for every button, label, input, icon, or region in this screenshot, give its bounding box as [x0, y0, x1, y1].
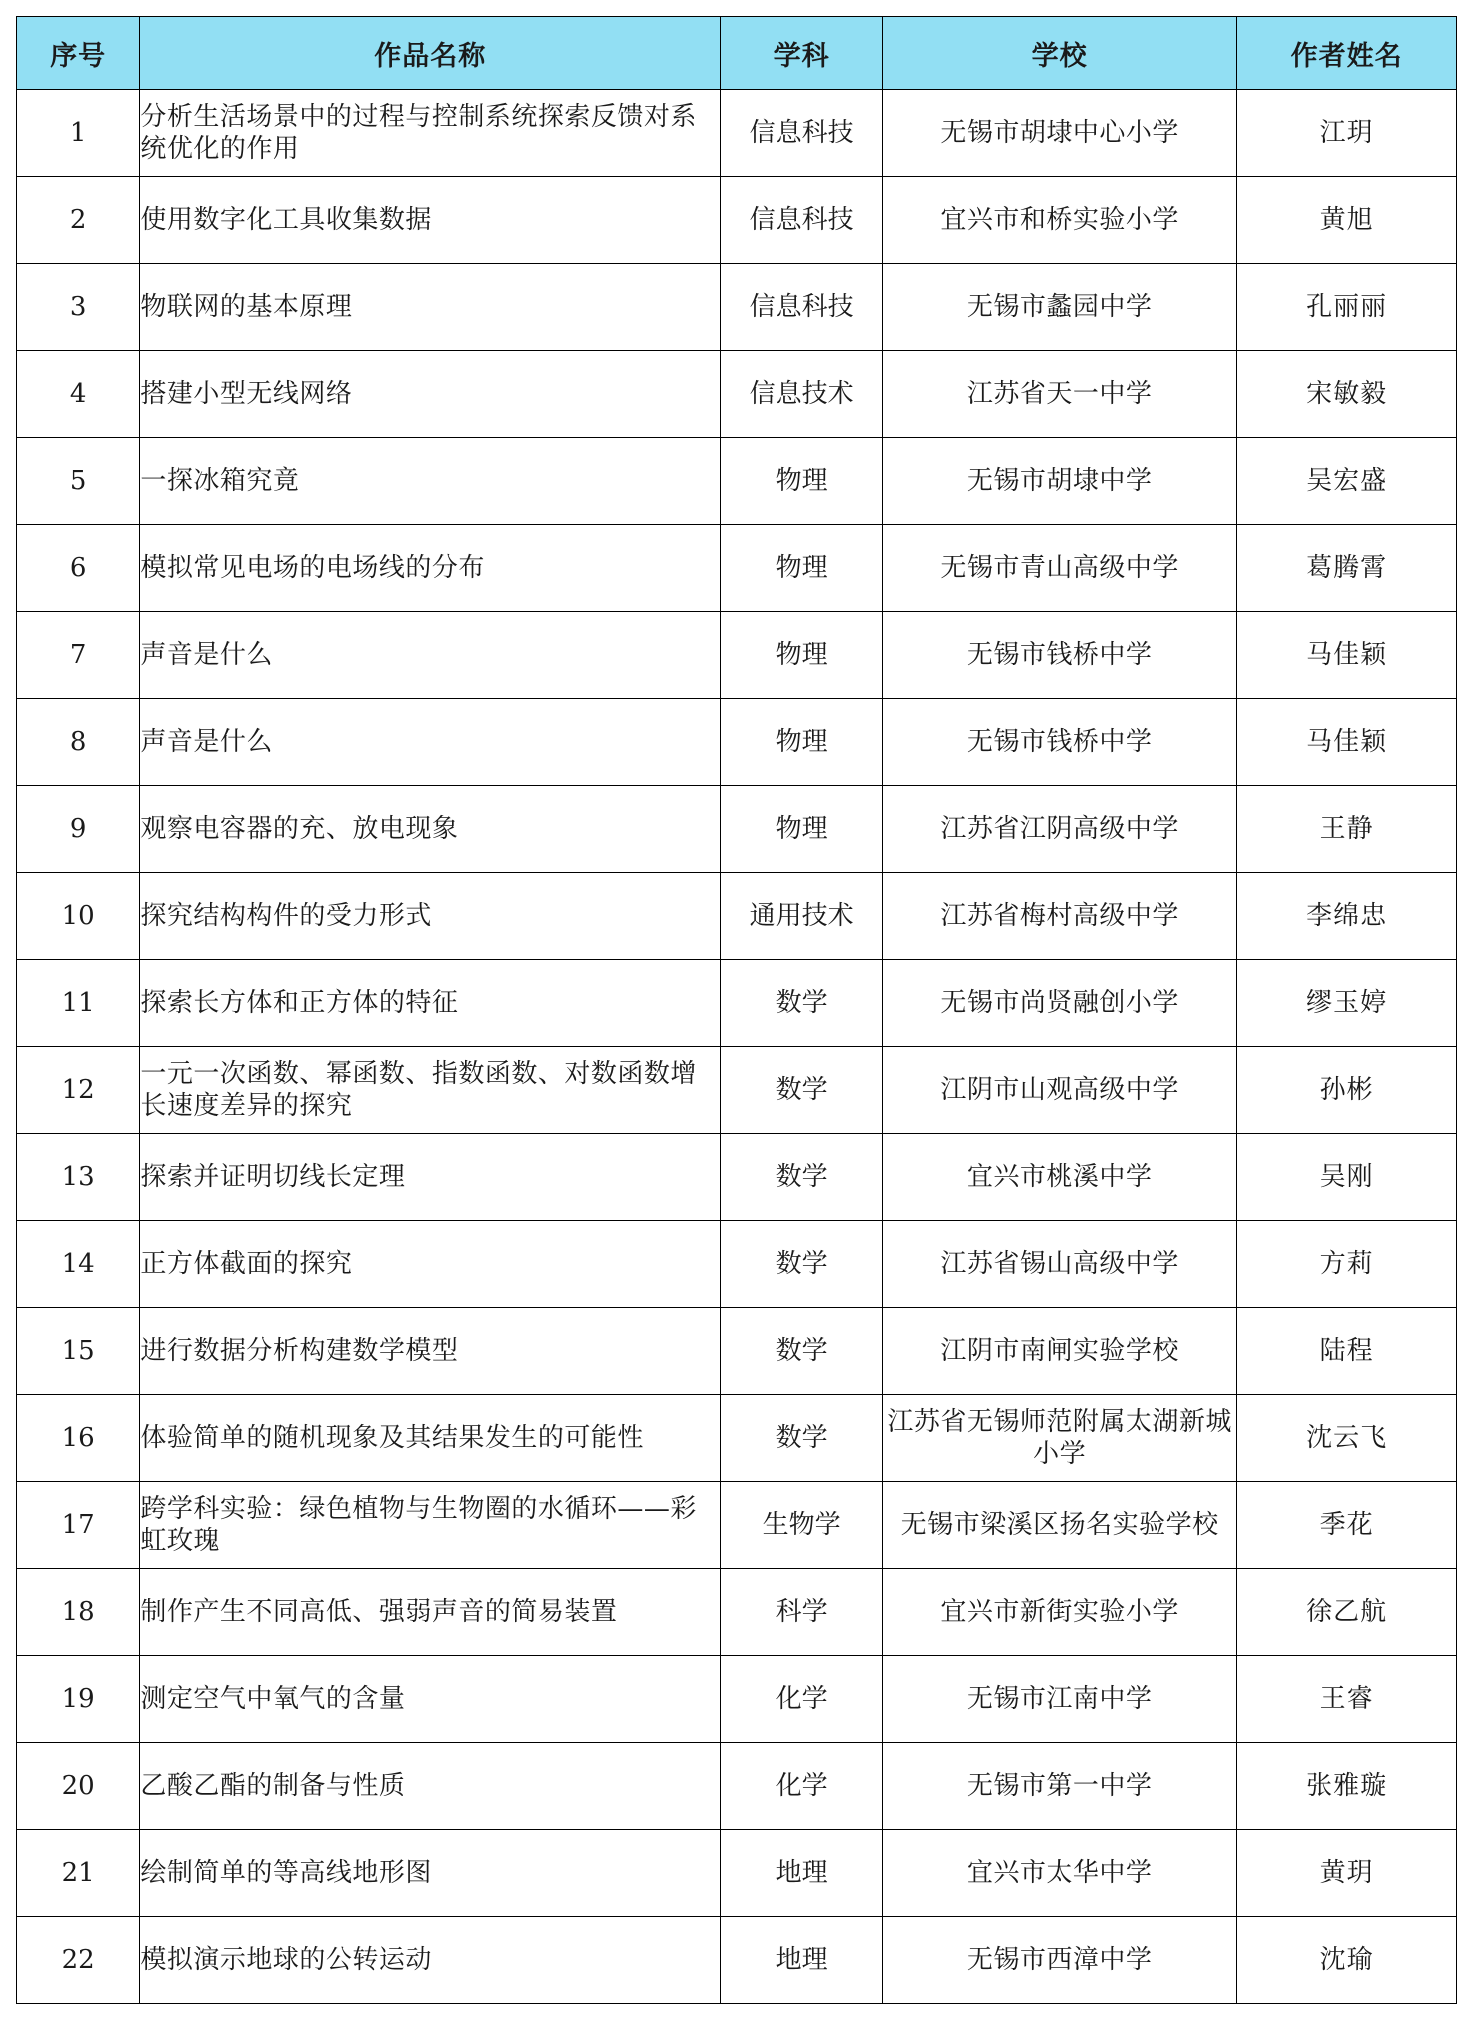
cell-subject: 化学: [721, 1743, 883, 1830]
cell-school: 无锡市第一中学: [883, 1743, 1237, 1830]
cell-author: 王睿: [1237, 1656, 1457, 1743]
table-row: [17, 1917, 1457, 2004]
cell-school: 无锡市青山高级中学: [883, 525, 1237, 612]
cell-title: 分析生活场景中的过程与控制系统探索反馈对系统优化的作用: [140, 90, 721, 177]
cell-school: 宜兴市和桥实验小学: [883, 177, 1237, 264]
cell-no: 2: [17, 177, 140, 264]
cell-author: 孔丽丽: [1237, 264, 1457, 351]
cell-subject: 信息科技: [721, 177, 883, 264]
cell-school: 宜兴市太华中学: [883, 1830, 1237, 1917]
cell-title: 制作产生不同高低、强弱声音的简易装置: [140, 1569, 721, 1656]
header-subject: 学科: [721, 17, 883, 90]
table-row: [17, 351, 1457, 438]
table-row: [17, 1395, 1457, 1482]
cell-title: 物联网的基本原理: [140, 264, 721, 351]
cell-subject: 信息技术: [721, 351, 883, 438]
cell-no: 3: [17, 264, 140, 351]
cell-title: 探索并证明切线长定理: [140, 1134, 721, 1221]
table-row: [17, 1047, 1457, 1134]
cell-school: 宜兴市桃溪中学: [883, 1134, 1237, 1221]
cell-title: 使用数字化工具收集数据: [140, 177, 721, 264]
cell-author: 黄玥: [1237, 1830, 1457, 1917]
cell-no: 5: [17, 438, 140, 525]
cell-title: 探索长方体和正方体的特征: [140, 960, 721, 1047]
cell-no: 12: [17, 1047, 140, 1134]
table-row: [17, 177, 1457, 264]
cell-author: 季花: [1237, 1482, 1457, 1569]
cell-subject: 物理: [721, 612, 883, 699]
cell-no: 6: [17, 525, 140, 612]
cell-no: 11: [17, 960, 140, 1047]
header-school: 学校: [883, 17, 1237, 90]
cell-school: 江苏省锡山高级中学: [883, 1221, 1237, 1308]
cell-author: 徐乙航: [1237, 1569, 1457, 1656]
cell-author: 马佳颖: [1237, 612, 1457, 699]
cell-no: 10: [17, 873, 140, 960]
cell-subject: 物理: [721, 699, 883, 786]
cell-subject: 地理: [721, 1830, 883, 1917]
cell-subject: 化学: [721, 1656, 883, 1743]
cell-title: 跨学科实验：绿色植物与生物圈的水循环——彩虹玫瑰: [140, 1482, 721, 1569]
cell-author: 方莉: [1237, 1221, 1457, 1308]
table-row: [17, 90, 1457, 177]
cell-school: 无锡市江南中学: [883, 1656, 1237, 1743]
cell-school: 无锡市胡埭中学: [883, 438, 1237, 525]
cell-title: 模拟常见电场的电场线的分布: [140, 525, 721, 612]
cell-subject: 数学: [721, 960, 883, 1047]
table-row: [17, 699, 1457, 786]
cell-no: 16: [17, 1395, 140, 1482]
cell-author: 吴宏盛: [1237, 438, 1457, 525]
cell-no: 15: [17, 1308, 140, 1395]
cell-no: 17: [17, 1482, 140, 1569]
header-row: [17, 17, 1457, 90]
cell-subject: 信息科技: [721, 264, 883, 351]
cell-school: 江苏省江阴高级中学: [883, 786, 1237, 873]
cell-subject: 地理: [721, 1917, 883, 2004]
works-table: [16, 16, 1457, 2004]
cell-no: 1: [17, 90, 140, 177]
table-row: [17, 612, 1457, 699]
cell-title: 体验简单的随机现象及其结果发生的可能性: [140, 1395, 721, 1482]
cell-author: 缪玉婷: [1237, 960, 1457, 1047]
header-author: 作者姓名: [1237, 17, 1457, 90]
cell-title: 搭建小型无线网络: [140, 351, 721, 438]
cell-school: 宜兴市新街实验小学: [883, 1569, 1237, 1656]
table-row: [17, 1656, 1457, 1743]
cell-no: 19: [17, 1656, 140, 1743]
table-row: [17, 1569, 1457, 1656]
cell-no: 9: [17, 786, 140, 873]
cell-subject: 生物学: [721, 1482, 883, 1569]
table-row: [17, 873, 1457, 960]
header-title: 作品名称: [140, 17, 721, 90]
cell-subject: 信息科技: [721, 90, 883, 177]
header-no: 序号: [17, 17, 140, 90]
table-row: [17, 438, 1457, 525]
cell-author: 沈瑜: [1237, 1917, 1457, 2004]
table-row: [17, 786, 1457, 873]
cell-school: 江阴市山观高级中学: [883, 1047, 1237, 1134]
cell-title: 乙酸乙酯的制备与性质: [140, 1743, 721, 1830]
cell-no: 22: [17, 1917, 140, 2004]
cell-school: 无锡市西漳中学: [883, 1917, 1237, 2004]
cell-author: 李绵忠: [1237, 873, 1457, 960]
cell-school: 无锡市梁溪区扬名实验学校: [883, 1482, 1237, 1569]
cell-title: 正方体截面的探究: [140, 1221, 721, 1308]
cell-title: 探究结构构件的受力形式: [140, 873, 721, 960]
cell-subject: 数学: [721, 1134, 883, 1221]
cell-subject: 科学: [721, 1569, 883, 1656]
cell-school: 江苏省无锡师范附属太湖新城小学: [883, 1395, 1237, 1482]
cell-title: 模拟演示地球的公转运动: [140, 1917, 721, 2004]
cell-no: 21: [17, 1830, 140, 1917]
cell-author: 吴刚: [1237, 1134, 1457, 1221]
cell-subject: 数学: [721, 1308, 883, 1395]
cell-title: 测定空气中氧气的含量: [140, 1656, 721, 1743]
cell-subject: 数学: [721, 1047, 883, 1134]
table-row: [17, 1743, 1457, 1830]
cell-author: 江玥: [1237, 90, 1457, 177]
cell-author: 黄旭: [1237, 177, 1457, 264]
table-row: [17, 264, 1457, 351]
table-row: [17, 960, 1457, 1047]
cell-author: 沈云飞: [1237, 1395, 1457, 1482]
cell-title: 观察电容器的充、放电现象: [140, 786, 721, 873]
cell-no: 18: [17, 1569, 140, 1656]
table-row: [17, 525, 1457, 612]
cell-author: 宋敏毅: [1237, 351, 1457, 438]
cell-no: 7: [17, 612, 140, 699]
table-row: [17, 1308, 1457, 1395]
cell-subject: 物理: [721, 525, 883, 612]
cell-school: 无锡市蠡园中学: [883, 264, 1237, 351]
table-row: [17, 1482, 1457, 1569]
cell-no: 20: [17, 1743, 140, 1830]
table-row: [17, 1830, 1457, 1917]
table-row: [17, 1221, 1457, 1308]
cell-title: 一元一次函数、幂函数、指数函数、对数函数增长速度差异的探究: [140, 1047, 721, 1134]
cell-title: 一探冰箱究竟: [140, 438, 721, 525]
cell-author: 葛腾霄: [1237, 525, 1457, 612]
cell-subject: 物理: [721, 786, 883, 873]
cell-no: 13: [17, 1134, 140, 1221]
cell-subject: 通用技术: [721, 873, 883, 960]
cell-title: 绘制简单的等高线地形图: [140, 1830, 721, 1917]
cell-no: 8: [17, 699, 140, 786]
cell-author: 王静: [1237, 786, 1457, 873]
works-sheet: [16, 16, 1457, 2004]
cell-author: 孙彬: [1237, 1047, 1457, 1134]
cell-title: 声音是什么: [140, 699, 721, 786]
cell-subject: 数学: [721, 1221, 883, 1308]
cell-school: 无锡市钱桥中学: [883, 699, 1237, 786]
cell-no: 4: [17, 351, 140, 438]
cell-school: 江苏省梅村高级中学: [883, 873, 1237, 960]
cell-subject: 物理: [721, 438, 883, 525]
cell-title: 进行数据分析构建数学模型: [140, 1308, 721, 1395]
cell-school: 江阴市南闸实验学校: [883, 1308, 1237, 1395]
cell-school: 无锡市尚贤融创小学: [883, 960, 1237, 1047]
cell-author: 陆程: [1237, 1308, 1457, 1395]
cell-author: 马佳颖: [1237, 699, 1457, 786]
cell-school: 江苏省天一中学: [883, 351, 1237, 438]
cell-subject: 数学: [721, 1395, 883, 1482]
cell-title: 声音是什么: [140, 612, 721, 699]
cell-school: 无锡市胡埭中心小学: [883, 90, 1237, 177]
cell-no: 14: [17, 1221, 140, 1308]
cell-author: 张雅璇: [1237, 1743, 1457, 1830]
table-row: [17, 1134, 1457, 1221]
cell-school: 无锡市钱桥中学: [883, 612, 1237, 699]
